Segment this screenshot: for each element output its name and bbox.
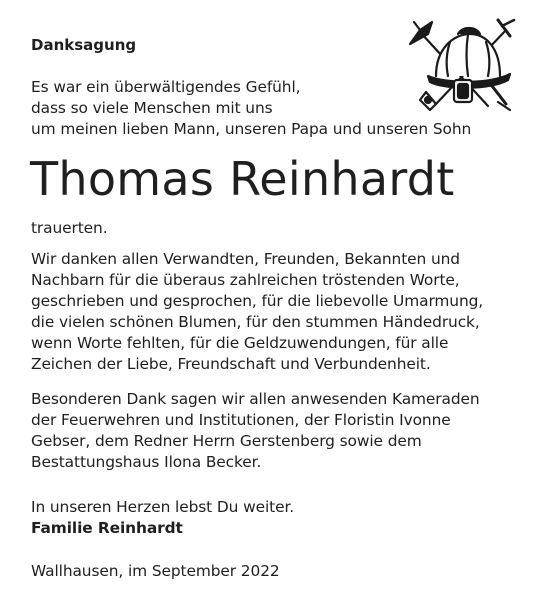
intro-line: Es war ein überwältigendes Gefühl, [31,78,301,96]
signature: Familie Reinhardt [31,519,183,537]
paragraph-line: Besonderen Dank sagen wir allen anwesenden Kameraden [31,390,480,408]
deceased-name: Thomas Reinhardt [30,152,455,206]
intro-text [31,77,471,140]
paragraph-line: wenn Worte fehlten, für die Geldzuwendungen, für alle [31,334,449,352]
closing-line: In unseren Herzen lebst Du weiter. [31,498,295,516]
thanks-paragraph [31,249,483,375]
paragraph-line: Nachbarn für die überaus zahlreichen tröstenden Worte, [31,271,460,289]
place-date [31,561,280,582]
closing-block [31,497,294,539]
paragraph-line: geschrieben und gesprochen, für die liebevolle Umarmung, [31,292,484,310]
paragraph-line: Zeichen der Liebe, Freundschaft und Verbundenheit. [31,355,431,373]
paragraph-line: Wir danken allen Verwandten, Freunden, Bekannten und [31,250,460,268]
intro-line: dass so viele Menschen mit uns [31,99,273,117]
paragraph-line: Bestattungshaus Ilona Becker. [31,453,262,471]
paragraph-line: die vielen schönen Blumen, für den stummen Händedruck, [31,313,480,331]
mourned-line: trauerten. [31,219,108,237]
paragraph-line: Gebser, dem Redner Herrn Gerstenberg sowie dem [31,432,422,450]
mourned-text [31,218,108,239]
heading: Danksagung [31,36,137,54]
paragraph-line: der Feuerwehren und Institutionen, der Floristin Ivonne [31,411,451,429]
intro-line: um meinen lieben Mann, unseren Papa und unseren Sohn [31,120,472,138]
place-date-line: Wallhausen, im September 2022 [31,562,280,580]
special-thanks-paragraph [31,389,480,473]
